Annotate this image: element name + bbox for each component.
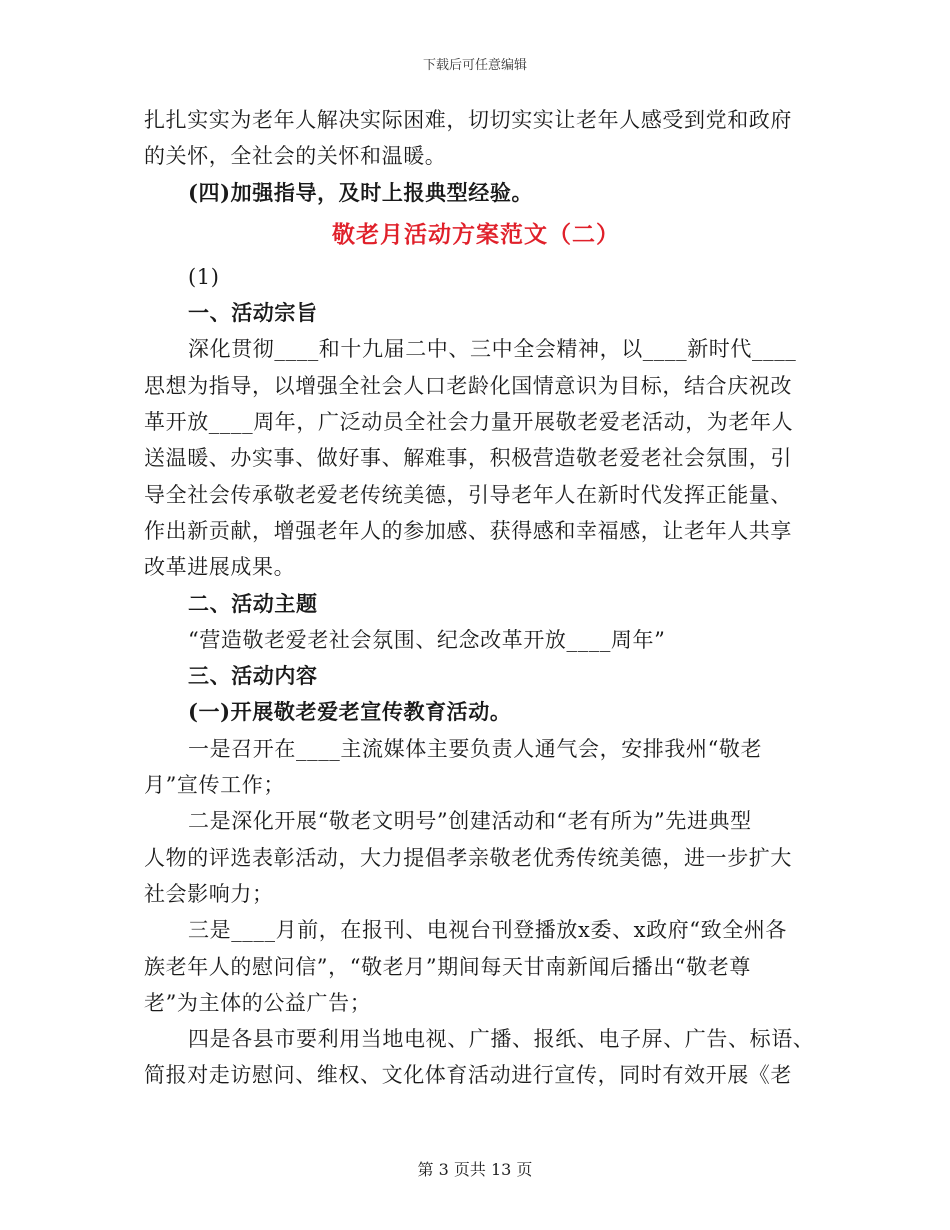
paragraph-line: 四是各县市要利用当地电视、广播、报纸、电子屏、广告、标语、 bbox=[188, 1027, 815, 1052]
section-heading: 二、活动主题 bbox=[188, 590, 318, 616]
paragraph-line: 简报对走访慰问、维权、文化体育活动进行宣传，同时有效开展《老 bbox=[144, 1063, 792, 1088]
paragraph-line: 月”宣传工作； bbox=[144, 773, 285, 798]
paragraph-line: 扎扎实实为老年人解决实际困难，切切实实让老年人感受到党和政府 bbox=[144, 108, 792, 132]
section-heading: (四)加强指导，及时上报典型经验。 bbox=[188, 179, 534, 205]
section-heading: 三、活动内容 bbox=[188, 663, 318, 689]
paragraph-line: “营造敬老爱老社会氛围、纪念改革开放____周年” bbox=[188, 627, 666, 652]
document-title: 敬老月活动方案范文（二） bbox=[332, 220, 620, 248]
section-heading: 一、活动宗旨 bbox=[188, 300, 318, 326]
paragraph-line: 革开放____周年，广泛动员全社会力量开展敬老爱老活动，为老年人 bbox=[144, 410, 794, 435]
paragraph-line: 族老年人的慰问信”，“敬老月”期间每天甘南新闻后播出“敬老尊 bbox=[144, 954, 751, 979]
paragraph-line: 送温暖、办实事、做好事、解难事，积极营造敬老爱老社会氛围，引 bbox=[144, 446, 792, 471]
paragraph-line: 人物的评选表彰活动，大力提倡孝亲敬老优秀传统美德，进一步扩大 bbox=[144, 845, 792, 870]
paragraph-line: (1) bbox=[188, 264, 220, 289]
paragraph-line: 导全社会传承敬老爱老传统美德，引导老年人在新时代发挥正能量、 bbox=[144, 482, 792, 507]
paragraph-line: 一是召开在____主流媒体主要负责人通气会，安排我州“敬老 bbox=[188, 736, 763, 761]
paragraph-line: 改革进展成果。 bbox=[144, 555, 296, 580]
page-footer: 第 3 页共 13 页 bbox=[417, 1160, 533, 1179]
paragraph-line: 三是____月前，在报刊、电视台刊登播放x委、x政府“致全州各 bbox=[188, 918, 788, 943]
section-heading: (一)开展敬老爱老宣传教育活动。 bbox=[188, 699, 512, 725]
paragraph-line: 作出新贡献，增强老年人的参加感、获得感和幸福感，让老年人共享 bbox=[144, 518, 792, 543]
page-header: 下载后可任意编辑 bbox=[422, 58, 527, 73]
paragraph-line: 老”为主体的公益广告； bbox=[144, 990, 372, 1015]
document-body bbox=[144, 102, 815, 1094]
paragraph-line: 社会影响力； bbox=[144, 881, 274, 906]
paragraph-line: 思想为指导，以增强全社会人口老龄化国情意识为目标，结合庆祝改 bbox=[144, 373, 792, 398]
paragraph-line: 深化贯彻____和十九届二中、三中全会精神，以____新时代____ bbox=[188, 337, 797, 362]
paragraph-line: 的关怀，全社会的关怀和温暖。 bbox=[144, 144, 447, 169]
paragraph-line: 二是深化开展“敬老文明号”创建活动和“老有所为”先进典型 bbox=[188, 809, 752, 834]
